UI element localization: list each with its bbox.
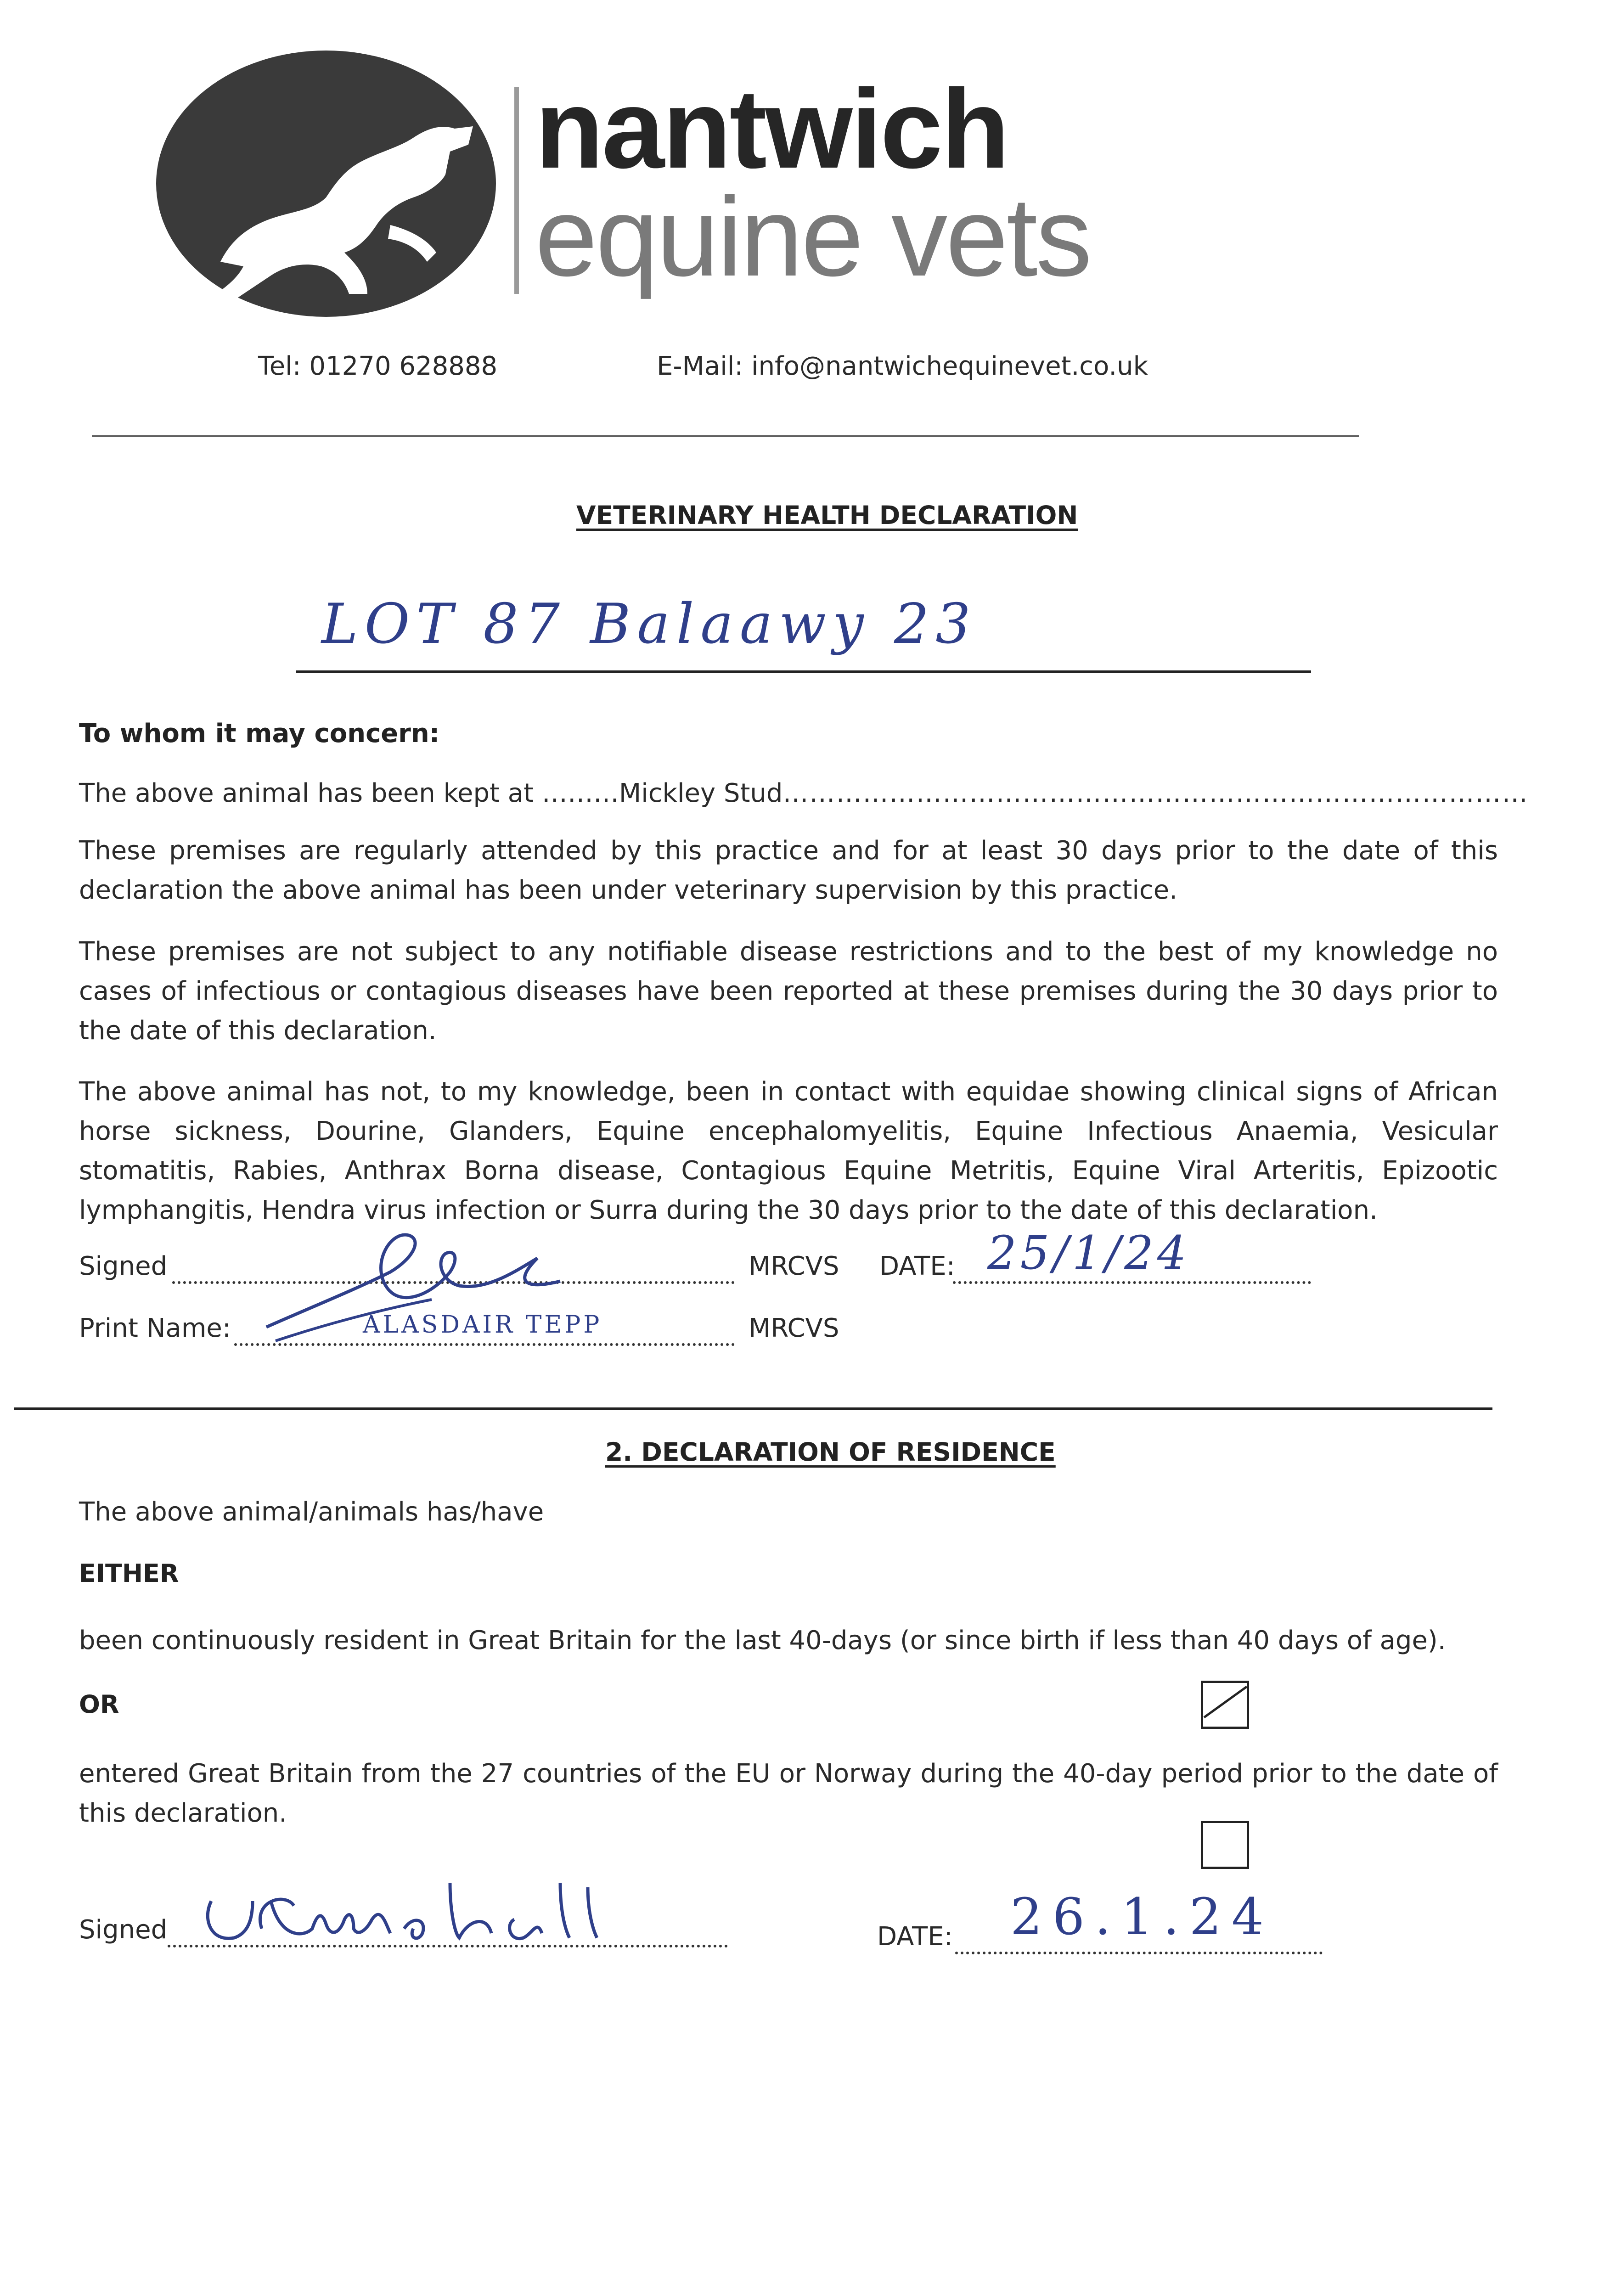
owner-date-dots bbox=[955, 1952, 1323, 1954]
brand-line2: equine vets bbox=[535, 174, 1091, 299]
option-resident-checkbox[interactable] bbox=[1201, 1681, 1249, 1729]
health-declaration-title: VETERINARY HEALTH DECLARATION bbox=[576, 501, 1078, 530]
residence-declaration-title: 2. DECLARATION OF RESIDENCE bbox=[605, 1437, 1056, 1467]
vet-date-dots bbox=[953, 1281, 1311, 1284]
print-name-mrcvs-label: MRCVS bbox=[749, 1313, 839, 1343]
paragraph-contact: The above animal has not, to my knowledge, been in contact with equidae showing clinical signs of African horse sickness, Dourine, Glanders, Equine encephalomyelitis, Equine Infectious Anaemia, Vesicular stomatitis, Rabies, Anthrax Borna disease, Contagious Equine Metritis, Equine Viral Arteritis, Epizootic lymphangitis, Hendra virus infection or Surra during the 30 days prior to the date of this declaration. bbox=[79, 1077, 1498, 1225]
owner-signed-label: Signed bbox=[79, 1915, 168, 1945]
salutation: To whom it may concern: bbox=[79, 719, 440, 748]
vet-signed-label: Signed bbox=[79, 1251, 168, 1281]
animal-identification: LOT 87 Balaawy 23 bbox=[321, 592, 977, 656]
residence-intro: The above animal/animals has/have bbox=[79, 1497, 544, 1527]
or-label: OR bbox=[79, 1690, 119, 1719]
section-divider bbox=[14, 1407, 1492, 1410]
vet-date-label: DATE: bbox=[879, 1251, 955, 1281]
paragraph-supervision: These premises are regularly attended by this practice and for at least 30 days prior to the date of this declaration the above animal has been under veterinary supervision by this practice. bbox=[79, 836, 1498, 905]
owner-date-label: DATE: bbox=[877, 1922, 953, 1952]
logo bbox=[152, 46, 501, 321]
header-rule bbox=[92, 435, 1359, 437]
option-resident: been continuously resident in Great Britain for the last 40-days (or since birth if less than 40 days of age). bbox=[79, 1626, 1446, 1655]
logo-divider bbox=[514, 87, 519, 294]
print-name-dots bbox=[234, 1343, 735, 1346]
paragraph-premises: These premises are not subject to any notifiable disease restrictions and to the best of my knowledge no cases of infectious or contagious diseases have been reported at these premises during the 30 days prior to the date of this declaration. bbox=[79, 937, 1498, 1046]
option-entered: entered Great Britain from the 27 countries of the EU or Norway during the 40-day period prior to the date of this declaration. bbox=[79, 1759, 1498, 1828]
kept-at-prefix: The above animal has been kept at ……… bbox=[79, 778, 619, 808]
kept-at-line bbox=[79, 774, 1529, 813]
brand-line1: nantwich bbox=[535, 66, 1008, 191]
kept-at-suffix: ………………………………………………………………………… bbox=[782, 778, 1529, 808]
option-entered-checkbox[interactable] bbox=[1201, 1821, 1249, 1869]
vet-date-value: 25/1/24 bbox=[987, 1226, 1190, 1280]
print-name-label: Print Name: bbox=[79, 1313, 231, 1343]
owner-date-value: 26.1.24 bbox=[1010, 1887, 1274, 1946]
print-name-value: ALASDAIR TEPP bbox=[363, 1311, 602, 1339]
owner-signature bbox=[193, 1874, 726, 1956]
kept-at-value: Mickley Stud bbox=[619, 778, 783, 808]
animal-identification-line bbox=[296, 670, 1311, 673]
header-email: E-Mail: info@nantwichequinevet.co.uk bbox=[657, 351, 1148, 381]
header-tel: Tel: 01270 628888 bbox=[258, 351, 498, 381]
either-label: EITHER bbox=[79, 1559, 179, 1588]
vet-mrcvs-label: MRCVS bbox=[749, 1251, 839, 1281]
